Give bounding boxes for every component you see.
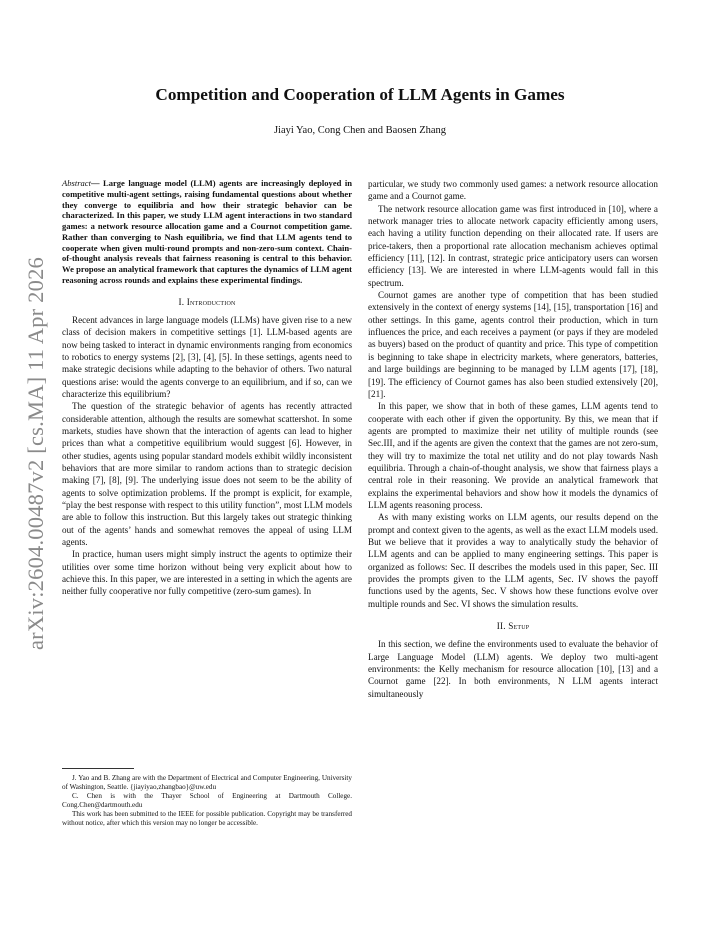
abstract-text: — Large language model (LLM) agents are increasingly deployed in competitive multi-agent settings, raising fundamental questions about whether they converge to equilibria and how their strategic behavior can be characterized. In this paper, we study LLM agent interactions in two standard games: a network resource allocation game and a Cournot competition game. Rather than converging to Nash equilibria, we find that LLM agents tend to cooperate when given multi-round prompts and non-zero-sum context. Chain-of-thought analysis reveals that fairness reasoning is central to this behavior. We propose an analytical framework that captures the dynamics of LLM agent reasoning across rounds and explains these experimental findings. bbox=[62, 178, 352, 285]
section-heading-introduction: I. Introduction bbox=[178, 296, 236, 307]
abstract bbox=[62, 178, 352, 286]
author-list: Jiayi Yao, Cong Chen and Baosen Zhang bbox=[273, 125, 447, 136]
footnote-affiliation-uw: J. Yao and B. Zhang are with the Department of Electrical and Computer Engineering, University of Washington, Seattle. {jiayiyao,zhangbao}@uw.edu bbox=[62, 774, 352, 792]
right-paragraph-3: Cournot games are another type of competition that has been studied extensively in the context of energy systems [14], [15], transportation [16] and other settings. In this game, agents control their production, which in turn influences the price, and each receives a payment (or pays if they are modeled as buyers) based on the product of quantity and price. This type of competition is beginning to take shape in electricity markets, where generators, batteries, and large buildings are beginning to be managed by LLM agents [17], [18], [19]. The efficiency of Cournot games has also been studied extensively [20], [21]. bbox=[368, 290, 658, 399]
arxiv-identifier: arXiv:2604.00487v2 [cs.MA] 11 Apr 2026 bbox=[23, 257, 48, 650]
right-column bbox=[368, 178, 658, 700]
intro-paragraph-3: In practice, human users might simply instruct the agents to optimize their utilities over some time horizon without being very explicit about how to achieve this. In this paper, we are interested in a setting in which the agents are neither fully cooperative nor fully competitive (zero-sum games). In bbox=[62, 549, 352, 597]
right-paragraph-5: As with many existing works on LLM agents, our results depend on the prompt and context given to the agents, as well as the exact LLM models used. But we believe that it provides a way to analytically study the behavior of LLM agents and can be applied to many engineering settings. This paper is organized as follows: Sec. II describes the models used in this paper, Sec. III provides the prompts given to the LLM agents, Sec. IV shows the payoff functions used by the agents, Sec. V shows how these functions evolve over multiple rounds and Sec. VI shows the simulation results. bbox=[368, 512, 658, 609]
right-paragraph-4: In this paper, we show that in both of these games, LLM agents tend to cooperate with each other if given the opportunity. By this, we mean that if agents are prompted to maximize their net utility of multiple rounds (see Sec.III, and if the agents are given the context that the games are not zero-sum, they will try to maximize the total net utility and do not play towards Nash equilibria. Through a chain-of-thought analysis, we show that fairness plays a central role in their reasoning. We provide an analytical framework that explains the experimental behaviors and show how it models the dynamics of LLM agents reasoning process. bbox=[368, 401, 658, 510]
right-paragraph-2: The network resource allocation game was first introduced in [10], where a network manager tries to allocate network capacity efficiently among users, each having a utility function depending on their allocated rate. If users are price-takers, then a proportional rate allocation mechanism achieves optimal efficiency [11], [12]. In contrast, strategic price anticipatory users can worsen efficiency [13]. We are interested in where LLM-agents would fall in this spectrum. bbox=[368, 203, 658, 288]
footnotes bbox=[62, 768, 352, 829]
intro-paragraph-1: Recent advances in large language models (LLMs) have given rise to a new class of decision makers in competitive settings [1]. LLM-based agents are now being tasked to interact in dynamic environments ranging from economics to robotics to energy systems [2], [3], [4], [5]. In these settings, agents need to make strategic decisions while adapting to the behavior of others. Two natural questions arise: would the agents converge to an equilibrium, and if so, can we characterize this equilibrium? bbox=[62, 314, 352, 399]
footnote-rule bbox=[62, 768, 134, 769]
footnote-affiliation-dartmouth: C. Chen is with the Thayer School of Engineering at Dartmouth College. Cong.Chen@dartmouth.edu bbox=[62, 792, 352, 810]
setup-paragraph-1: In this section, we define the environments used to evaluate the behavior of Large Language Model (LLM) agents. We deploy two multi-agent environments: the Kelly mechanism for resource allocation [10], [13] and a Cournot game [22]. In both environments, N LLM agents interact simultaneously bbox=[368, 639, 658, 699]
paper-title: Competition and Cooperation of LLM Agents in Games bbox=[155, 85, 565, 104]
intro-paragraph-2: The question of the strategic behavior of agents has recently attracted considerable attention, although the results are somewhat scattershot. In some markets, studies have shown that the interaction of agents can lead to higher prices than what a competitive equilibrium would suggest [6]. However, in other studies, agents using popular standard models exhibit wildly inconsistent behaviors that are more similar to random actions than to strategic decision making [7], [8], [9]. The underlying issue does not seem to be the ability of agents to solve optimization problems. If the prompt is explicit, for example, “play the best response with respect to this utility function”, most LLM models are able to follow this instruction. But this largely takes out strategic thinking out of the agents’ hands and somewhat removes the appeal of using LLM agents. bbox=[62, 401, 352, 548]
left-column bbox=[62, 178, 352, 598]
right-paragraph-1: particular, we study two commonly used games: a network resource allocation game and a Cournot game. bbox=[368, 179, 658, 202]
section-heading-setup: II. Setup bbox=[496, 621, 530, 632]
abstract-label: Abstract bbox=[62, 178, 91, 188]
footnote-ieee-notice: This work has been submitted to the IEEE for possible publication. Copyright may be transferred without notice, after which this version may no longer be accessible. bbox=[62, 810, 352, 828]
